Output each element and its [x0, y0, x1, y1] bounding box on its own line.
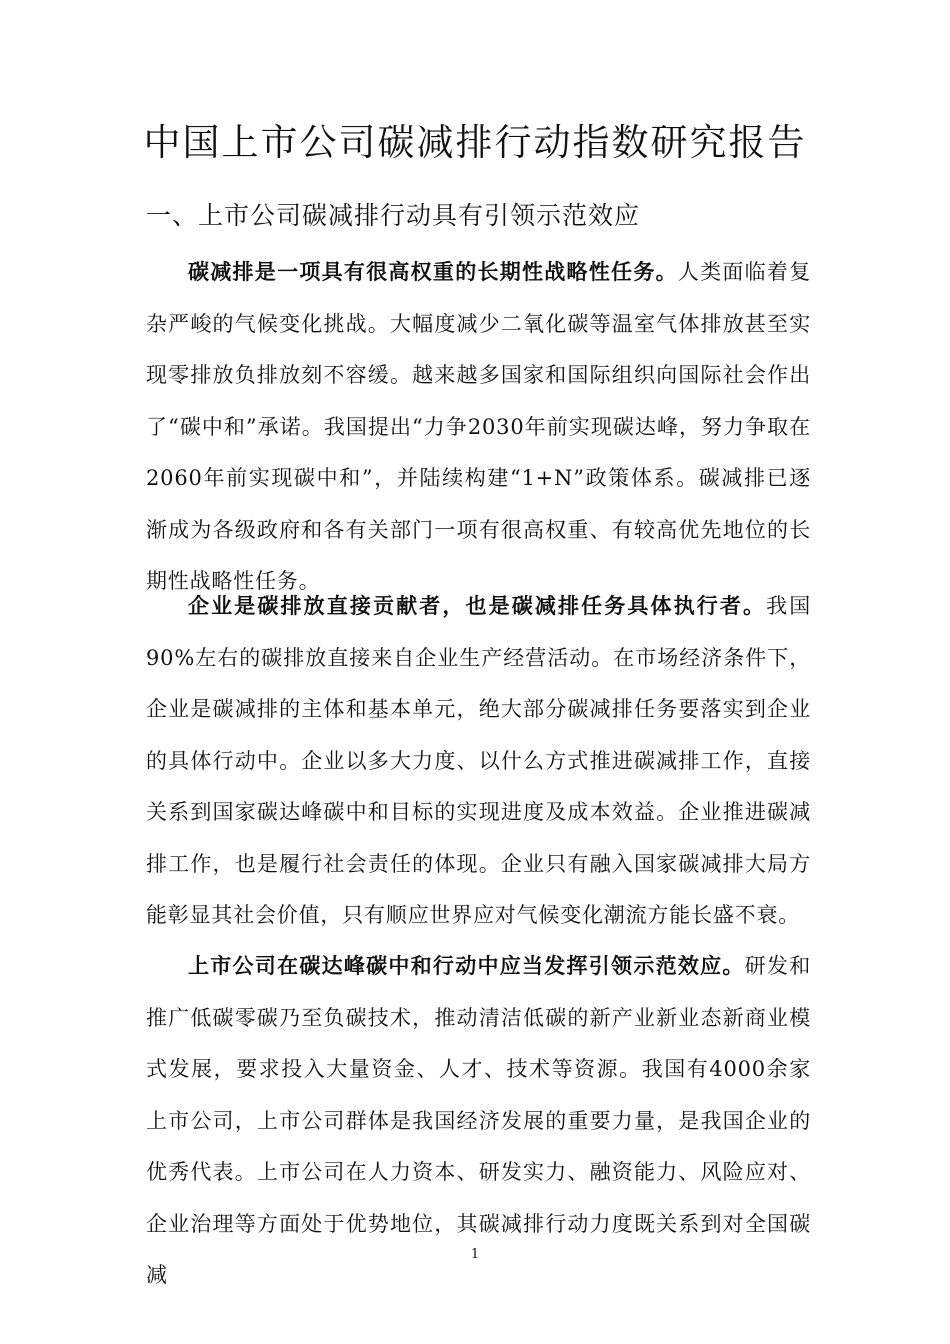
paragraph-carbon-reduction-task — [146, 246, 811, 608]
paragraph-enterprise-role — [146, 580, 811, 942]
document-title: 中国上市公司碳减排行动指数研究报告 — [143, 121, 807, 164]
paragraph-lead: 企业是碳排放直接贡献者，也是碳减排任务具体执行者。 — [188, 593, 767, 618]
paragraph-body: 我国90%左右的碳排放直接来自企业生产经营活动。在市场经济条件下，企业是碳减排的主体和基本单元，绝大部分碳减排任务要落实到企业的具体行动中。企业以多大力度、以什么方式推进碳减排工作，直接关系到国家碳达峰碳中和目标的实现进度及成本效益。企业推进碳减排工作，也是履行社会责任的体现。企业只有融入国家碳减排大局方能彰显其社会价值，只有顺应世界应对气候变化潮流方能长盛不衰。 — [146, 594, 812, 927]
paragraph-lead: 碳减排是一项具有很高权重的长期性战略性任务。 — [188, 259, 678, 284]
paragraph-body: 人类面临着复杂严峻的气候变化挑战。大幅度减少二氧化碳等温室气体排放甚至实现零排放负排放刻不容缓。越来越多国家和国际组织向国际社会作出了“碳中和”承诺。我国提出“力争2030年前实现碳达峰，努力争取在2060年前实现碳中和”，并陆续构建“1+N”政策体系。碳减排已逐渐成为各级政府和各有关部门一项有很高权重、有较高优先地位的长期性战略性任务。 — [146, 260, 811, 593]
paragraph-lead: 上市公司在碳达峰碳中和行动中应当发挥引领示范效应。 — [188, 953, 745, 978]
paragraph-body: 研发和推广低碳零碳乃至负碳技术，推动清洁低碳的新产业新业态新商业模式发展，要求投入大量资金、人才、技术等资源。我国有4000余家上市公司，上市公司群体是我国经济发展的重要力量，是我国企业的优秀代表。上市公司在人力资本、研发实力、融资能力、风险应对、企业治理等方面处于优势地位，其碳减排行动力度既关系到对全国碳减 — [146, 954, 812, 1287]
section-heading: 一、上市公司碳减排行动具有引领示范效应 — [146, 201, 641, 230]
page-number: 1 — [470, 1247, 480, 1262]
